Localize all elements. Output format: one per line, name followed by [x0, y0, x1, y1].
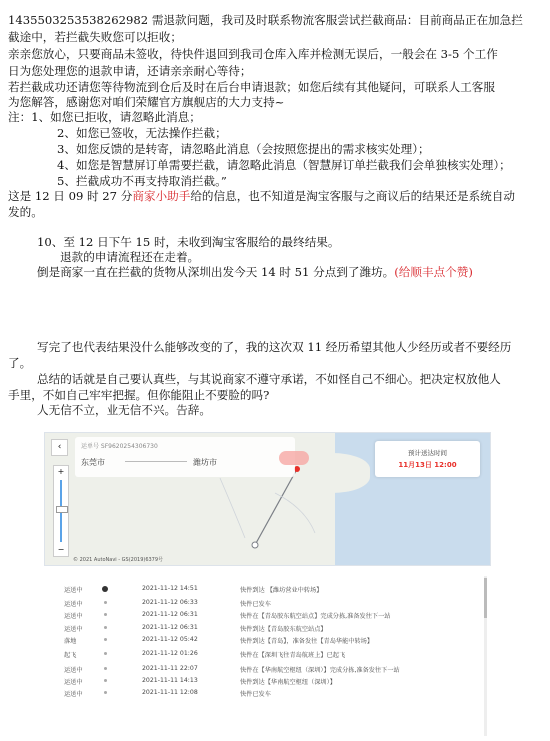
city-from: 东莞市 — [81, 458, 105, 467]
tracking-row — [44, 648, 489, 660]
tracking-desc: 快件已发车 — [240, 691, 271, 698]
timeline-dot-icon — [104, 679, 107, 682]
timeline-dot-icon — [104, 691, 107, 694]
tracking-time: 2021-11-11 14:13 — [142, 677, 198, 684]
para5-line1: 总结的话就是自己要认真些，与其说商家不遵守承诺，不如怪自己不细心。把决定权放他人 — [37, 372, 501, 386]
timeline-dot-icon — [104, 652, 107, 655]
para3-line3 — [37, 264, 542, 280]
para5-line2: 手里，不如自己牢牢把握。但你能阻止不要脸的吗? — [8, 388, 270, 402]
para1-line2: 截途中，若拦截失败您可以拒收； — [8, 30, 182, 44]
tracking-time: 2021-11-12 06:31 — [142, 611, 198, 618]
sf-praise-highlight: (给顺丰点个赞) — [394, 265, 473, 279]
para4-line2: 了。 — [8, 356, 32, 370]
origin-marker — [252, 542, 258, 548]
tracking-status: 运送中 — [64, 691, 83, 698]
para3-line1: 10、至 12 日下午 15 时，未收到淘宝客服给的最终结果。 — [37, 235, 340, 249]
para1-line5: 若拦截成功还请您等待物流到仓后及时在后台申请退款；如您后续有其他疑问，可联系人工客服 — [8, 80, 495, 94]
timeline-dot-icon — [104, 613, 107, 616]
tracking-time: 2021-11-11 22:07 — [142, 665, 198, 672]
note-4: 4、如您是智慧屏订单需要拦截，请忽略此消息（智慧屏订单拦截我们会单独核实处理）； — [57, 158, 511, 172]
para2-text-a: 这是 12 日 09 时 27 分 — [8, 189, 133, 203]
eta-value: 11月13日 12:00 — [398, 461, 457, 469]
note-2: 2、如您已签收，无法操作拦截； — [57, 126, 227, 140]
tracking-desc: 快件到达【青岛】，准备发往【青岛华能中转场】 — [240, 638, 374, 645]
tracking-status: 落地 — [64, 638, 77, 645]
tracking-row — [44, 622, 489, 634]
tracking-desc: 快件到达【青岛胶东航空站点】 — [240, 626, 327, 633]
para1-line1: 1435503253538262982 需退款问题，我司及时联系物流客服尝试拦截商品：目前商品正在加急拦 — [8, 13, 523, 27]
tracking-row — [44, 634, 489, 646]
para1-line3: 亲亲您放心，只要商品未签收，待快件退回到我司仓库入库并检测无误后，一般会在 3-5 个工作 — [8, 47, 498, 61]
timeline-dot-icon — [104, 667, 107, 670]
tracking-time: 2021-11-12 05:42 — [142, 636, 198, 643]
tracking-time: 2021-11-12 14:51 — [142, 585, 198, 592]
tracking-row — [44, 663, 489, 675]
zoom-out-icon[interactable]: − — [57, 545, 65, 554]
tracking-time: 2021-11-12 06:31 — [142, 624, 198, 631]
tracking-row — [44, 687, 489, 699]
waybill-card — [75, 437, 295, 477]
tracking-desc: 快件在【深圳飞往青岛航班上】已起飞 — [240, 652, 346, 659]
para3-line2: 退款的申请流程还在走着。 — [60, 250, 200, 264]
para4-line1: 写完了也代表结果没什么能够改变的了，我的这次双 11 经历希望其他人少经历或者不要经历 — [37, 340, 512, 354]
timeline-dot-icon — [104, 626, 107, 629]
tracking-status: 运送中 — [64, 613, 83, 620]
para2-line1 — [8, 188, 542, 204]
zoom-slider[interactable] — [53, 465, 69, 557]
tracking-row — [44, 597, 489, 609]
shop-assistant-highlight: 商家小助手 — [132, 189, 191, 203]
timeline-dot-icon — [104, 638, 107, 641]
para1-line4: 日为您处理您的退款申请，还请亲亲耐心等待； — [8, 64, 252, 78]
para2-line2: 发的。 — [8, 205, 43, 219]
tracking-status: 起飞 — [64, 652, 77, 659]
tracking-status: 运送中 — [64, 587, 83, 594]
note-1: 注：1、如您已拒收，请忽略此消息； — [8, 110, 201, 124]
tracking-row — [44, 675, 489, 687]
zoom-in-icon[interactable]: + — [57, 467, 65, 476]
tracking-time: 2021-11-12 06:33 — [142, 599, 198, 606]
tracking-desc: 快件在【华南航空枢纽（深圳）】完成分拣,准备发往下一站 — [240, 667, 400, 674]
eta-card — [375, 441, 480, 477]
tracking-desc: 快件到达【华南航空枢纽（深圳）】 — [240, 679, 336, 686]
current-location-icon — [102, 586, 108, 592]
tracking-list — [44, 566, 489, 741]
logistics-map — [44, 432, 491, 566]
tracking-desc: 快件在【青岛胶东航空站点】完成分拣,准备发往下一站 — [240, 613, 391, 620]
tracking-status: 运送中 — [64, 667, 83, 674]
para6-line1: 人无信不立，业无信不兴。告辞。 — [37, 403, 211, 417]
note-5: 5、拦截成功不再支持取消拦截。” — [57, 174, 227, 188]
map-attribution: © 2021 AutoNavi - GS(2019)6379号 — [73, 557, 164, 563]
timeline-dot-icon — [104, 601, 107, 604]
tracking-desc: 快件到达 【潍坊营业中转场】 — [240, 587, 323, 594]
note-3: 3、如您反馈的是转寄，请忽略此消息（会按照您提出的需求核实处理）； — [57, 142, 430, 156]
tracking-row — [44, 609, 489, 621]
para1-line6: 为您解答，感谢您对咱们荣耀官方旗舰店的大力支持~ — [8, 95, 285, 109]
route-line — [255, 469, 297, 545]
para2-text-b: 给的信息，也不知道是淘宝客服与之商议后的结果还是系统自动 — [190, 189, 515, 203]
destination-pin — [279, 451, 309, 465]
city-to: 潍坊市 — [193, 458, 217, 467]
back-arrow-icon[interactable]: ‹ — [51, 439, 68, 456]
tracking-row — [44, 583, 489, 595]
eta-label: 预计送达时间 — [408, 449, 447, 457]
tracking-time: 2021-11-11 12:08 — [142, 689, 198, 696]
waybill-number: 运单号 SF9620254306730 — [81, 443, 158, 450]
para3-text: 倒是商家一直在拦截的货物从深圳出发今天 14 时 51 分点到了潍坊。 — [37, 265, 395, 279]
tracking-time: 2021-11-12 01:26 — [142, 650, 198, 657]
tracking-status: 运送中 — [64, 679, 83, 686]
tracking-status: 运送中 — [64, 626, 83, 633]
tracking-status: 运送中 — [64, 601, 83, 608]
tracking-desc: 快件已发车 — [240, 601, 271, 608]
